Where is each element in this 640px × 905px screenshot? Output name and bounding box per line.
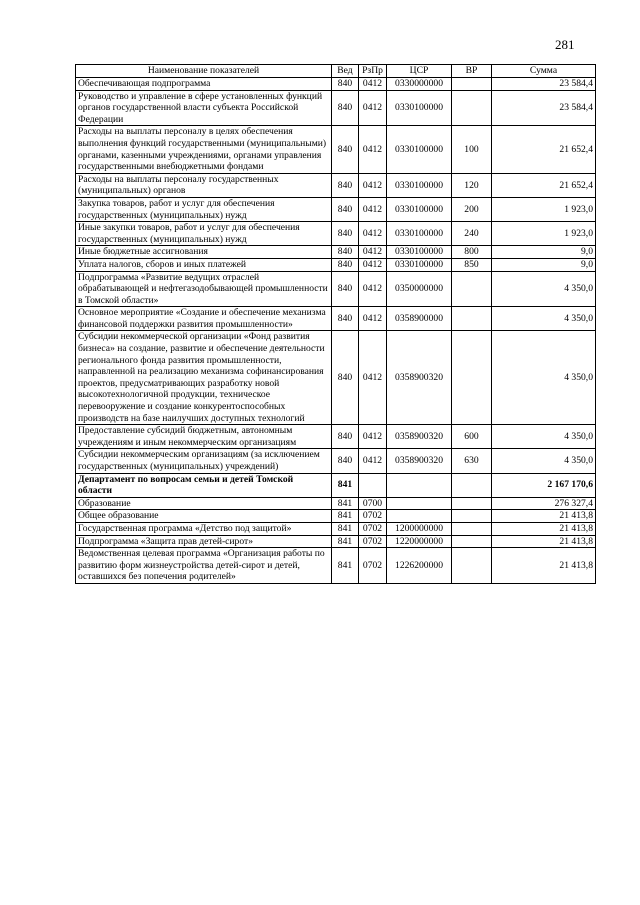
- header-rzpr: РзПр: [359, 65, 387, 78]
- cell-vr: 600: [452, 425, 492, 449]
- cell-rzpr: 0412: [359, 246, 387, 259]
- table-row: [76, 510, 596, 523]
- cell-vr: 800: [452, 246, 492, 259]
- cell-rzpr: 0702: [359, 548, 387, 584]
- cell-vr: 240: [452, 222, 492, 246]
- cell-csr: [387, 473, 452, 497]
- cell-sum: 21 413,8: [492, 548, 596, 584]
- cell-rzpr: 0412: [359, 78, 387, 91]
- cell-ved: 840: [332, 126, 359, 173]
- cell-ved: 840: [332, 449, 359, 473]
- cell-rzpr: 0412: [359, 258, 387, 271]
- cell-name: Расходы на выплаты персоналу государственных (муниципальных) органов: [76, 173, 332, 197]
- cell-rzpr: 0412: [359, 197, 387, 221]
- cell-name: Департамент по вопросам семьи и детей Томской области: [76, 473, 332, 497]
- cell-csr: 0358900320: [387, 331, 452, 425]
- cell-ved: 841: [332, 510, 359, 523]
- header-csr: ЦСР: [387, 65, 452, 78]
- cell-vr: [452, 497, 492, 510]
- cell-rzpr: 0412: [359, 307, 387, 331]
- cell-csr: 1220000000: [387, 535, 452, 548]
- cell-sum: 9,0: [492, 258, 596, 271]
- cell-vr: 850: [452, 258, 492, 271]
- cell-name: Обеспечивающая подпрограмма: [76, 78, 332, 91]
- cell-sum: 21 413,8: [492, 535, 596, 548]
- table-row: [76, 449, 596, 473]
- cell-name: Подпрограмма «Развитие ведущих отраслей обрабатывающей и нефтегазодобывающей промышленности в Томской области»: [76, 271, 332, 307]
- page-number: 281: [555, 37, 575, 52]
- cell-sum: 21 652,4: [492, 173, 596, 197]
- table-row: [76, 425, 596, 449]
- table-header-row: [76, 65, 596, 78]
- cell-vr: [452, 522, 492, 535]
- table-row: [76, 197, 596, 221]
- cell-ved: 840: [332, 90, 359, 126]
- cell-vr: [452, 548, 492, 584]
- cell-csr: 0330100000: [387, 246, 452, 259]
- cell-rzpr: 0412: [359, 126, 387, 173]
- cell-vr: [452, 473, 492, 497]
- cell-vr: [452, 331, 492, 425]
- cell-ved: 841: [332, 535, 359, 548]
- cell-csr: [387, 510, 452, 523]
- cell-sum: 23 584,4: [492, 78, 596, 91]
- cell-csr: 0350000000: [387, 271, 452, 307]
- cell-csr: 0330100000: [387, 126, 452, 173]
- cell-ved: 840: [332, 197, 359, 221]
- cell-csr: 0330100000: [387, 173, 452, 197]
- cell-vr: [452, 510, 492, 523]
- cell-csr: 0330100000: [387, 90, 452, 126]
- cell-name: Иные бюджетные ассигнования: [76, 246, 332, 259]
- table-row: [76, 258, 596, 271]
- cell-ved: 840: [332, 425, 359, 449]
- table-row: [76, 331, 596, 425]
- table-row: [76, 126, 596, 173]
- cell-sum: 1 923,0: [492, 222, 596, 246]
- cell-vr: [452, 90, 492, 126]
- cell-csr: 0330100000: [387, 222, 452, 246]
- header-ved: Вед: [332, 65, 359, 78]
- table-row: [76, 222, 596, 246]
- cell-rzpr: 0700: [359, 497, 387, 510]
- table-row: [76, 497, 596, 510]
- cell-name: Субсидии некоммерческой организации «Фонд развития бизнеса» на создание, развитие и обеспечение деятельности регионального фонда развития промышленности, направленной на реализацию механизма софинансирования проектов, предусматривающих разработку новой высокотехнологичной продукции, техническое перевооружение и создание конкурентоспособных производств на базе наилучших доступных технологий: [76, 331, 332, 425]
- cell-name: Предоставление субсидий бюджетным, автономным учреждениям и иным некоммерческим организациям: [76, 425, 332, 449]
- cell-vr: [452, 307, 492, 331]
- cell-vr: [452, 78, 492, 91]
- cell-csr: 0330100000: [387, 258, 452, 271]
- cell-sum: 2 167 170,6: [492, 473, 596, 497]
- cell-sum: 23 584,4: [492, 90, 596, 126]
- table-row: [76, 246, 596, 259]
- cell-sum: 9,0: [492, 246, 596, 259]
- table-body: [76, 78, 596, 584]
- cell-name: Подпрограмма «Защита прав детей-сирот»: [76, 535, 332, 548]
- table-row: [76, 307, 596, 331]
- cell-rzpr: 0412: [359, 425, 387, 449]
- cell-vr: 100: [452, 126, 492, 173]
- cell-rzpr: 0702: [359, 535, 387, 548]
- table-row: [76, 78, 596, 91]
- header-sum: Сумма: [492, 65, 596, 78]
- cell-csr: 1226200000: [387, 548, 452, 584]
- cell-name: Государственная программа «Детство под защитой»: [76, 522, 332, 535]
- cell-ved: 841: [332, 548, 359, 584]
- cell-sum: 1 923,0: [492, 197, 596, 221]
- cell-name: Руководство и управление в сфере установленных функций органов государственной власти субъекта Российской Федерации: [76, 90, 332, 126]
- table-row: [76, 473, 596, 497]
- cell-sum: 21 413,8: [492, 522, 596, 535]
- cell-ved: 840: [332, 78, 359, 91]
- cell-sum: 4 350,0: [492, 425, 596, 449]
- cell-vr: 120: [452, 173, 492, 197]
- table-row: [76, 522, 596, 535]
- cell-ved: 840: [332, 246, 359, 259]
- header-vr: ВР: [452, 65, 492, 78]
- cell-sum: 4 350,0: [492, 271, 596, 307]
- cell-vr: [452, 271, 492, 307]
- cell-rzpr: 0412: [359, 90, 387, 126]
- cell-rzpr: 0412: [359, 449, 387, 473]
- cell-ved: 841: [332, 522, 359, 535]
- table-row: [76, 173, 596, 197]
- cell-ved: 840: [332, 173, 359, 197]
- table-row: [76, 535, 596, 548]
- cell-sum: 4 350,0: [492, 307, 596, 331]
- cell-ved: 840: [332, 331, 359, 425]
- cell-sum: 4 350,0: [492, 331, 596, 425]
- cell-name: Основное мероприятие «Создание и обеспечение механизма финансовой поддержки развития промышленности»: [76, 307, 332, 331]
- cell-csr: 0330000000: [387, 78, 452, 91]
- cell-csr: 0358900000: [387, 307, 452, 331]
- cell-name: Закупка товаров, работ и услуг для обеспечения государственных (муниципальных) нужд: [76, 197, 332, 221]
- cell-name: Уплата налогов, сборов и иных платежей: [76, 258, 332, 271]
- cell-rzpr: 0702: [359, 510, 387, 523]
- cell-rzpr: 0412: [359, 331, 387, 425]
- cell-sum: 21 652,4: [492, 126, 596, 173]
- table-row: [76, 90, 596, 126]
- cell-rzpr: 0412: [359, 222, 387, 246]
- cell-csr: [387, 497, 452, 510]
- cell-vr: 200: [452, 197, 492, 221]
- cell-ved: 840: [332, 271, 359, 307]
- table-row: [76, 548, 596, 584]
- cell-csr: 1200000000: [387, 522, 452, 535]
- cell-name: Ведомственная целевая программа «Организация работы по развитию форм жизнеустройства детей-сирот и детей, оставшихся без попечения родителей»: [76, 548, 332, 584]
- cell-ved: 840: [332, 258, 359, 271]
- cell-rzpr: 0412: [359, 271, 387, 307]
- header-name: Наименование показателей: [76, 65, 332, 78]
- cell-sum: 21 413,8: [492, 510, 596, 523]
- budget-table: [75, 64, 596, 584]
- cell-csr: 0358900320: [387, 425, 452, 449]
- cell-name: Расходы на выплаты персоналу в целях обеспечения выполнения функций государственными (муниципальными) органами, казенными учреждениями, органами управления государственными внебюджетными фондами: [76, 126, 332, 173]
- cell-vr: 630: [452, 449, 492, 473]
- cell-csr: 0358900320: [387, 449, 452, 473]
- cell-rzpr: 0702: [359, 522, 387, 535]
- cell-name: Образование: [76, 497, 332, 510]
- cell-ved: 841: [332, 473, 359, 497]
- cell-ved: 841: [332, 497, 359, 510]
- cell-name: Субсидии некоммерческим организациям (за исключением государственных (муниципальных) учреждений): [76, 449, 332, 473]
- table-row: [76, 271, 596, 307]
- cell-sum: 4 350,0: [492, 449, 596, 473]
- cell-sum: 276 327,4: [492, 497, 596, 510]
- cell-vr: [452, 535, 492, 548]
- cell-name: Иные закупки товаров, работ и услуг для обеспечения государственных (муниципальных) нужд: [76, 222, 332, 246]
- cell-rzpr: [359, 473, 387, 497]
- cell-csr: 0330100000: [387, 197, 452, 221]
- cell-ved: 840: [332, 222, 359, 246]
- cell-rzpr: 0412: [359, 173, 387, 197]
- cell-ved: 840: [332, 307, 359, 331]
- cell-name: Общее образование: [76, 510, 332, 523]
